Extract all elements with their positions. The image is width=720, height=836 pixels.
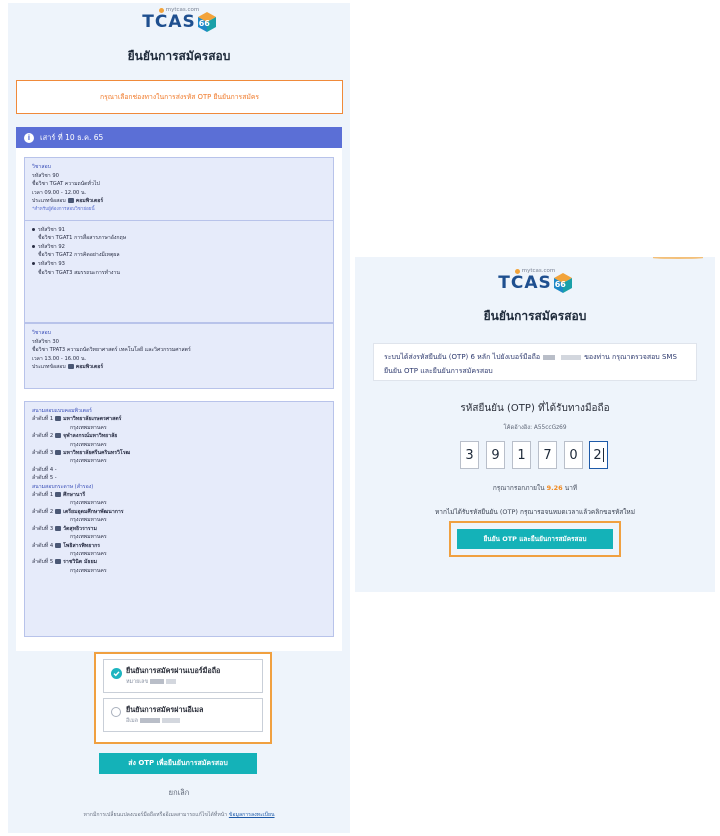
redacted-email [140, 718, 160, 723]
cancel-link[interactable]: ยกเลิก [168, 788, 190, 797]
redacted-phone [543, 355, 555, 360]
otp-digit-5[interactable]: 0 [564, 441, 583, 469]
paper-icon [55, 559, 61, 564]
expire-timer: กรุณากรอกภายใน 9.26 นาที [492, 484, 578, 492]
footer-note: หากมีการเปลี่ยนแปลงเบอร์มือถือหรืออีเมลสามารถแก้ไขได้ที่หน้า ข้อมูลการลงทะเบียน [83, 812, 275, 818]
resend-note: หากไม่ได้รับรหัสยืนยัน (OTP) กรุณารอจนหมดเวลาแล้วคลิกขอรหัสใหม่ [435, 508, 635, 516]
redacted-email [162, 718, 180, 723]
option-email[interactable]: ยืนยันการสมัครผ่านอีเมล อีเมล [103, 698, 263, 732]
application-confirm-panel [8, 3, 350, 833]
day-header: i เสาร์ ที่ 10 ธ.ค. 65 [16, 127, 342, 148]
paper-icon [55, 492, 61, 497]
otp-digit-2[interactable]: 9 [486, 441, 505, 469]
otp-verify-panel [355, 257, 715, 592]
exam-subject-block-tpat3: วิชาสอบ รหัสวิชา 30 ชื่อวิชา TPAT3 ความถนัดวิทยาศาสตร์ เทคโนโลยี และวิศวกรรมศาสตร์ เวลา 13.00 - 16.00 น. ประเภทข้อสอบ คอมพิวเตอร์ [24, 323, 334, 389]
info-icon: i [24, 133, 34, 143]
cube-logo-icon: 66 [554, 273, 572, 293]
otp-heading: รหัสยืนยัน (OTP) ที่ได้รับทางมือถือ [460, 403, 610, 414]
redacted-phone [561, 355, 581, 360]
paper-icon [55, 509, 61, 514]
option-phone[interactable]: ยืนยันการสมัครผ่านเบอร์มือถือ หมายเลข [103, 659, 263, 693]
bullet-icon [32, 262, 35, 265]
page-title: ยืนยันการสมัครสอบ [127, 49, 231, 63]
computer-icon [55, 416, 61, 421]
otp-channel-notice: กรุณาเลือกช่องทางในการส่งรหัส OTP ยืนยันการสมัคร [16, 80, 343, 114]
otp-digit-4[interactable]: 7 [538, 441, 557, 469]
redacted-phone [150, 679, 164, 684]
page-title: ยืนยันการสมัครสอบ [483, 309, 587, 323]
exam-venue-block: สนามสอบแบบคอมพิวเตอร์ ลำดับที่ 1 มหาวิทยาลัยเกษตรศาสตร์ กรุงเทพมหานคร ลำดับที่ 2 จุฬาลงกรณ์มหาวิทยาลัย กรุงเทพมหานคร ลำดับที่ 3 มหาวิทยาลัยศรีนครินทรวิโรฒ กรุงเทพมหานคร ลำดับที่ 4 - ลำดับที่ 5 - สนามสอบกระดาษ (สำรอง) ลำดับที่ 1 ศึกษานารี กรุงเทพมหานคร ลำดับที่ 2 เตรียมอุดมศึกษาพัฒนาการ กรุงเทพมหานคร ลำดับที่ 3 วัดสุทธิวราราม กรุงเทพมหานคร ลำดับที่ 4 โพธิสารพิทยากร กรุงเทพมหานคร ลำดับที่ 5 ราชวินิต มัธยม กรุงเทพมหานคร [24, 401, 334, 637]
bullet-icon [32, 228, 35, 231]
radio-unchecked-icon [111, 707, 121, 717]
computer-icon [55, 433, 61, 438]
registration-info-link[interactable]: ข้อมูลการลงทะเบียน [228, 812, 275, 818]
computer-icon [55, 450, 61, 455]
divider [25, 220, 333, 221]
otp-sent-notice: ระบบได้ส่งรหัสยืนยัน (OTP) 6 หลัก ไปยังเบอร์มือถือ ของท่าน กรุณาตรวจสอบ SMS ยืนยัน OTP และยืนยันการสมัครสอบ [373, 343, 697, 381]
otp-channel-options [94, 652, 272, 744]
computer-icon [68, 198, 74, 203]
exam-schedule-card [16, 127, 342, 651]
confirm-button-highlight [449, 521, 621, 557]
redacted-phone [166, 679, 176, 684]
bullet-icon [32, 245, 35, 248]
send-otp-button[interactable]: ส่ง OTP เพื่อยืนยันการสมัครสอบ [99, 753, 257, 774]
checkmark-circle-icon [111, 668, 122, 679]
text-caret [603, 448, 604, 462]
tcas-logo: mytcas.com TCAS 66 [8, 7, 350, 32]
paper-icon [55, 526, 61, 531]
tcas-logo: mytcas.com TCAS 66 [355, 268, 715, 293]
reference-code: โค้ดอ้างอิง: A55ccGz69 [503, 425, 567, 431]
computer-icon [68, 364, 74, 369]
cube-logo-icon: 66 [198, 12, 216, 32]
decor-arc [653, 257, 703, 259]
otp-digit-6[interactable]: 2 [589, 441, 608, 469]
exam-subject-block-tgat: วิชาสอบ รหัสวิชา 90 ชื่อวิชา TGAT ความถนัดทั่วไป เวลา 09.00 - 12.00 น. ประเภทข้อสอบ คอมพิวเตอร์ *สำหรับผู้ต้องการสอบวิชาย่อยนี้ รหัสวิชา 91 ชื่อวิชา TGAT1 การสื่อสารภาษาอังกฤษ รหัสวิชา 92 ชื่อวิชา TGAT2 การคิดอย่างมีเหตุผล รหัสวิชา 93 ชื่อวิชา TGAT3 สมรรถนะการทำงาน [24, 157, 334, 323]
confirm-otp-button[interactable]: ยืนยัน OTP และยืนยันการสมัครสอบ [457, 529, 613, 549]
paper-icon [55, 543, 61, 548]
otp-digit-1[interactable]: 3 [460, 441, 479, 469]
otp-digit-3[interactable]: 1 [512, 441, 531, 469]
